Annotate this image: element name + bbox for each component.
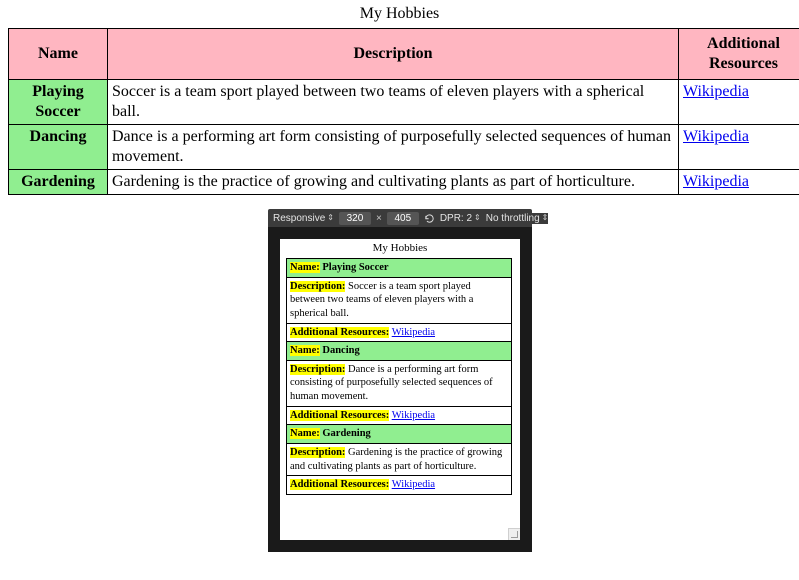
mobile-label-description: Description:: [290, 447, 346, 459]
mobile-cell-resource: [287, 406, 512, 425]
device-mode-label: Responsive: [273, 212, 326, 224]
dimension-separator: ×: [375, 212, 382, 224]
throttling-select[interactable]: [486, 213, 549, 224]
viewport-width-input[interactable]: 320: [339, 212, 371, 225]
cell-description: Soccer is a team sport played between two teams of eleven players with a spherical ball.: [108, 80, 679, 125]
wikipedia-link[interactable]: Wikipedia: [391, 409, 436, 421]
resize-handle[interactable]: [508, 528, 520, 540]
device-mode-select[interactable]: [273, 213, 334, 224]
cell-description: Gardening is the practice of growing and cultivating plants as part of horticulture.: [108, 170, 679, 195]
list-item: [287, 342, 512, 361]
dpr-select[interactable]: [440, 213, 481, 224]
wikipedia-link[interactable]: Wikipedia: [683, 128, 749, 146]
cell-name: Gardening: [9, 170, 108, 195]
mobile-label-resources: Additional Resources:: [290, 409, 390, 421]
list-item: [287, 259, 512, 278]
mobile-label-description: Description:: [290, 280, 346, 292]
list-item: [287, 425, 512, 444]
wikipedia-link[interactable]: Wikipedia: [391, 326, 436, 338]
device-frame: [268, 227, 532, 552]
list-item: [287, 476, 512, 495]
mobile-label-name: Name:: [290, 262, 320, 273]
table-row: [9, 170, 799, 195]
cell-name: Dancing: [9, 125, 108, 170]
cell-resource: [679, 125, 799, 170]
mobile-value-name: Dancing: [322, 345, 360, 357]
mobile-value-description: Soccer is a team sport played between two teams of eleven players with a spherical ball.: [290, 280, 474, 319]
mobile-label-description: Description:: [290, 363, 346, 375]
table-caption: My Hobbies: [359, 5, 440, 22]
mobile-cell-description: [287, 360, 512, 406]
chevron-updown-icon: ⇕: [327, 213, 334, 222]
mobile-label-resources: Additional Resources:: [290, 479, 390, 491]
devtools-toolbar: [268, 209, 549, 227]
chevron-updown-icon: ⇕: [474, 213, 481, 222]
table-row: [9, 125, 799, 170]
mobile-cell-resource: [287, 476, 512, 495]
mobile-cell-name: [287, 342, 512, 361]
dpr-label: DPR: 2: [439, 212, 473, 224]
mobile-value-description: Dance is a performing art form consisting of purposefully selected sequences of human movement.: [290, 363, 493, 403]
mobile-table-body: [287, 259, 512, 495]
hobbies-table: [8, 28, 799, 195]
table-header-row: [9, 29, 799, 80]
mobile-value-name: Gardening: [322, 428, 371, 440]
mobile-label-name: Name:: [290, 345, 320, 357]
list-item: [287, 360, 512, 406]
chevron-updown-icon: ⇕: [541, 213, 549, 222]
list-item: [287, 406, 512, 425]
table-head: [9, 29, 799, 80]
list-item: [287, 323, 512, 342]
mobile-label-name: Name:: [290, 428, 320, 440]
mobile-cell-name: [287, 425, 512, 444]
table-body: [9, 80, 799, 195]
cell-description: Dance is a performing art form consisting of purposefully selected sequences of human movement.: [108, 125, 679, 170]
mobile-value-description: Gardening is the practice of growing and cultivating plants as part of horticulture.: [290, 447, 503, 472]
mobile-cell-description: [287, 277, 512, 323]
wikipedia-link[interactable]: Wikipedia: [391, 479, 436, 491]
wikipedia-link[interactable]: Wikipedia: [683, 173, 749, 191]
mobile-cell-resource: [287, 323, 512, 342]
mobile-hobbies-table: [286, 258, 512, 495]
cell-name: Playing Soccer: [9, 80, 108, 125]
mobile-value-name: Playing Soccer: [322, 262, 389, 273]
list-item: [287, 277, 512, 323]
cell-resource: [679, 80, 799, 125]
mobile-cell-description: [287, 444, 512, 476]
mobile-table-caption: My Hobbies: [372, 242, 428, 254]
mobile-label-resources: Additional Resources:: [290, 326, 390, 338]
viewport-height-input[interactable]: 405: [387, 212, 419, 225]
device-emulator: [268, 209, 549, 552]
list-item: [287, 444, 512, 476]
cell-resource: [679, 170, 799, 195]
column-header-description: Description: [108, 29, 679, 80]
device-screen[interactable]: [280, 239, 520, 540]
mobile-cell-name: [287, 259, 512, 278]
table-row: [9, 80, 799, 125]
column-header-name: Name: [9, 29, 108, 80]
throttling-label: No throttling: [485, 212, 540, 224]
column-header-additional-resources: Additional Resources: [679, 29, 799, 80]
rotate-icon[interactable]: [424, 213, 435, 224]
wikipedia-link[interactable]: Wikipedia: [683, 83, 749, 101]
